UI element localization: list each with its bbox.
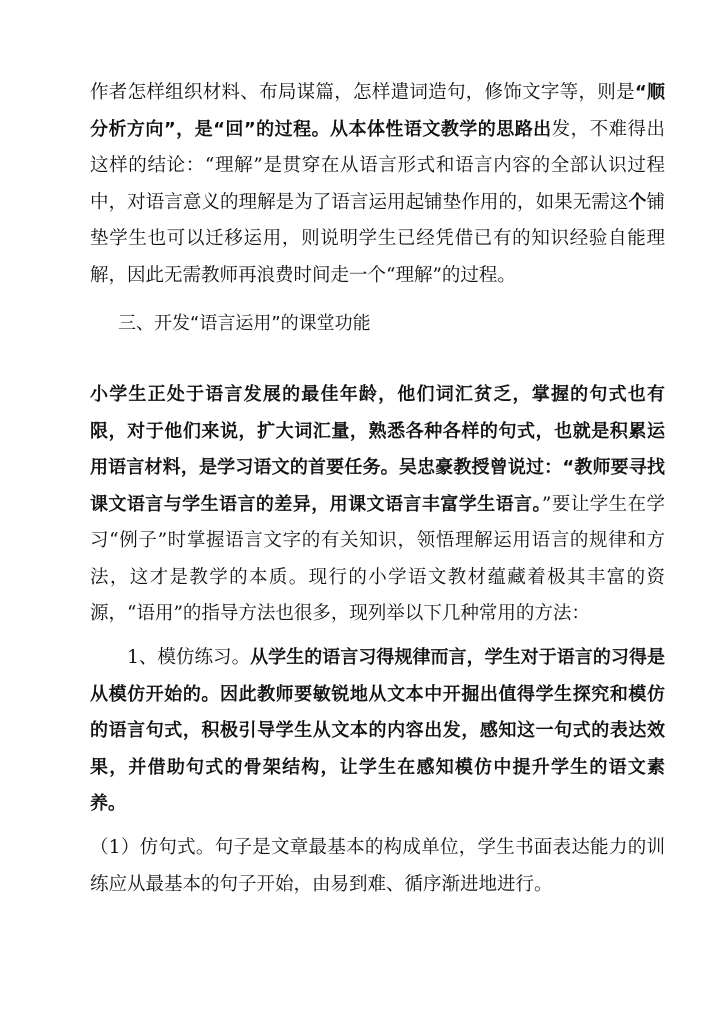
paragraph-2-text: ”要让学生在学习“例子”时掌握语言文字的有关知识，领悟理解运用语言的规律和方法，这才是教学的本质。现行的小学语文教材蕴藏着极其丰富的资源，“语用”的指导方法也很多，现列举以下几种常用的方法： (90, 493, 665, 624)
paragraph-2 (90, 377, 665, 633)
paragraph-4: （1）仿句式。句子是文章最基本的构成单位，学生书面表达能力的训练应从最基本的句子开始，由易到难、循序渐进地进行。 (90, 837, 665, 895)
paragraph-3 (90, 640, 665, 823)
paragraph-1-bold-a: “顺分析方向”，是“回”的过程。从本体性语文教学的思路出 (90, 82, 665, 140)
paragraph-1-text-b: 发，不难得出这样的结论：“理解”是贯穿在从语言形式和语言内容的全部认识过程中，对语言意义的理解是为了语言运用起铺垫作用的，如果无需这 (90, 118, 665, 213)
paragraph-1-bold-b: 个 (628, 191, 647, 213)
paragraph-2-bold: 小学生正处于语言发展的最佳年龄，他们词汇贫乏，掌握的句式也有限，对于他们来说，扩大词汇量，熟悉各种各样的句式，也就是积累运用语言材料，是学习语文的首要任务。吴忠豪教授曾说过：“教师要寻找课文语言与学生语言的差异，用课文语言丰富学生语言。 (90, 384, 665, 515)
paragraph-1 (90, 75, 665, 294)
paragraph-1-text-a: 作者怎样组织材料、布局谋篇，怎样遣词造句，修饰文字等，则是 (90, 82, 635, 103)
section-heading: 三、开发“语言运用”的课堂功能 (118, 313, 371, 334)
paragraph-3-bold: 从学生的语言习得规律而言，学生对于语言的习得是从模仿开始的。因此教师要敏锐地从文本中开掘出值得学生探究和模仿的语言句式，积极引导学生从文本的内容出发，感知这一句式的表达效果，并借助句式的骨架结构，让学生在感知模仿中提升学生的语文素养。 (90, 647, 665, 814)
paragraph-3-text: 1、模仿练习。 (90, 647, 251, 668)
paragraph-1-text-c: 铺垫学生也可以迁移运用，则说明学生已经凭借已有的知识经验自能理解，因此无需教师再浪费时间走一个“理解”的过程。 (90, 191, 665, 286)
